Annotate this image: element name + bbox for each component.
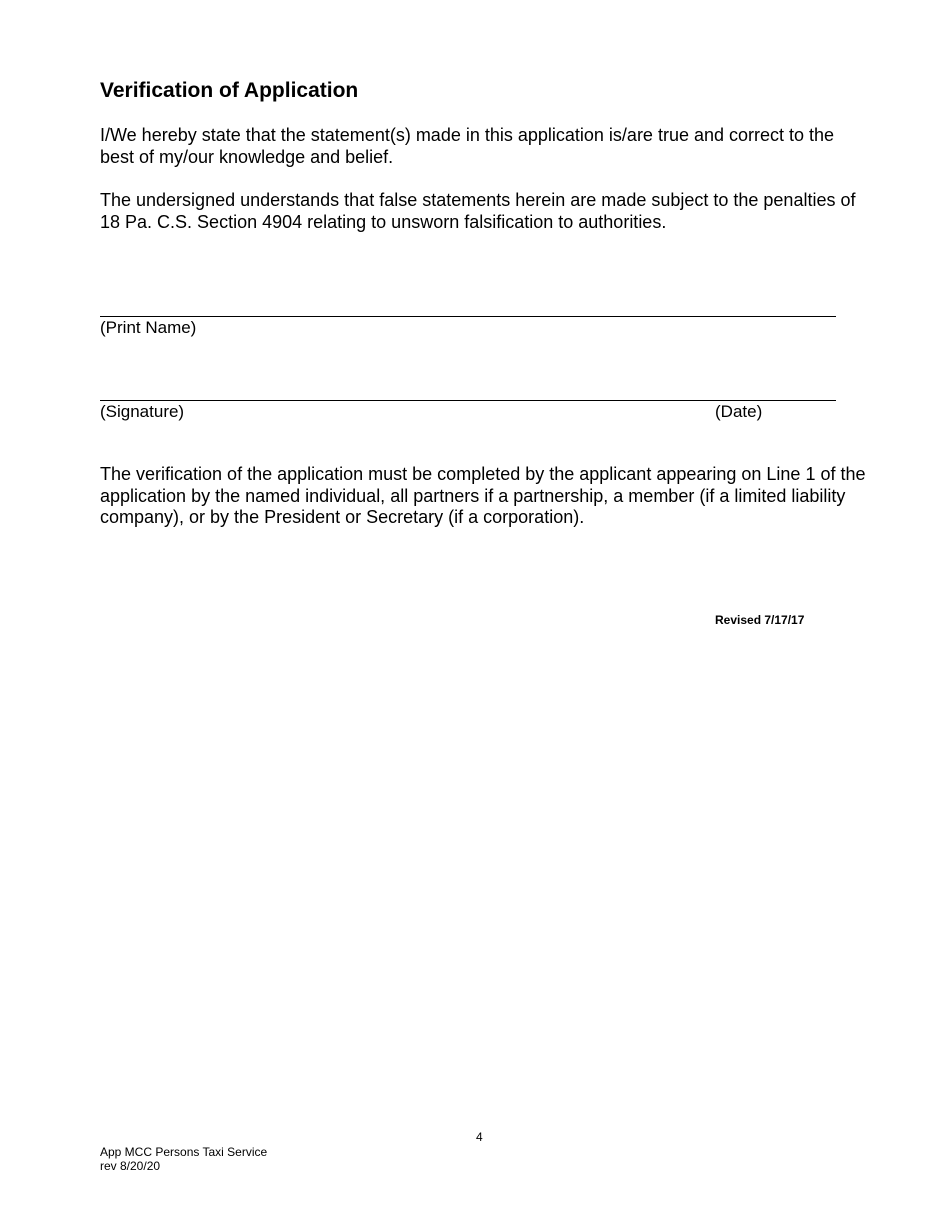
revised-date: Revised 7/17/17 bbox=[715, 613, 805, 627]
signature-label: (Signature) bbox=[100, 402, 185, 421]
instructions-paragraph: The verification of the application must be completed by the applicant appearing on Line 1 of the application by the named individual, all partners if a partnership, a member (if a limited liability company), or by the President or Secretary (if a corporation). bbox=[100, 464, 866, 527]
footer-form-name: App MCC Persons Taxi Service bbox=[100, 1145, 268, 1159]
signature-line[interactable] bbox=[100, 400, 836, 401]
date-label: (Date) bbox=[715, 402, 763, 421]
footer bbox=[100, 1145, 267, 1173]
page-title: Verification of Application bbox=[100, 79, 359, 102]
page-number: 4 bbox=[476, 1130, 483, 1144]
print-name-line[interactable] bbox=[100, 316, 836, 317]
penalty-paragraph: The undersigned understands that false statements herein are made subject to the penalties of 18 Pa. C.S. Section 4904 relating to unsworn falsification to authorities. bbox=[100, 190, 856, 232]
print-name-label: (Print Name) bbox=[100, 318, 197, 337]
statement-paragraph: I/We hereby state that the statement(s) made in this application is/are true and correct to the best of my/our knowledge and belief. bbox=[100, 125, 835, 167]
footer-revision: rev 8/20/20 bbox=[100, 1159, 161, 1173]
